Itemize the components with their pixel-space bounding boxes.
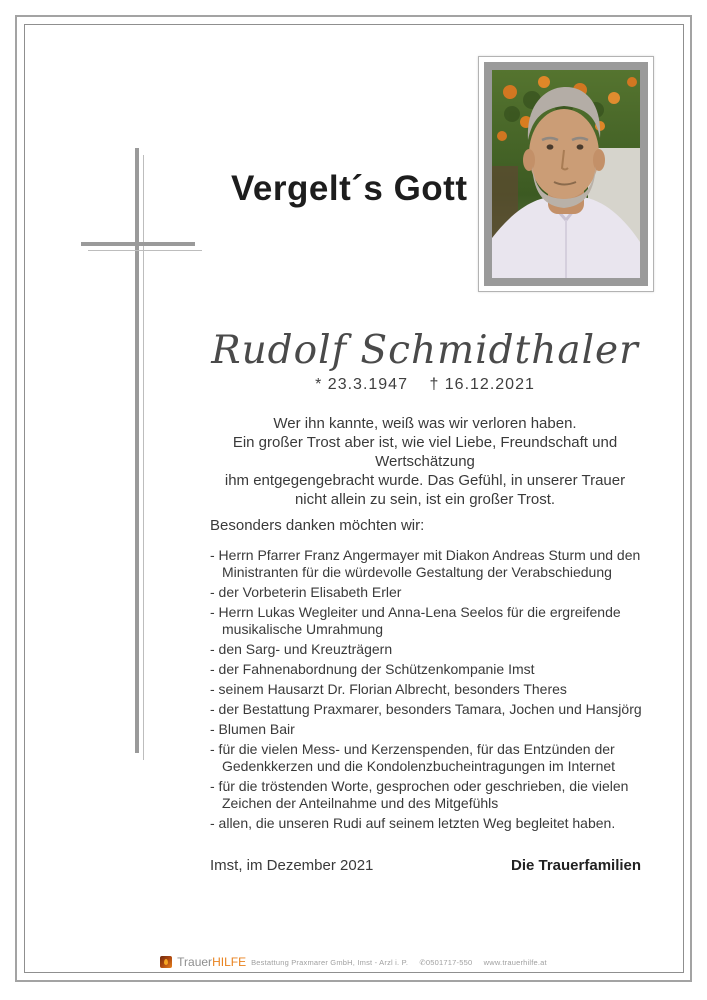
death-date: † 16.12.2021 [429, 376, 535, 393]
publisher-bar [0, 954, 707, 970]
publisher-phone: ✆0501717-550 [419, 957, 473, 967]
thanks-item: - allen, die unseren Rudi auf seinem letzten Weg begleitet haben. [210, 815, 616, 831]
brand-gray-part: Trauer [177, 955, 213, 969]
intro-line: nicht allein zu sein, ist ein großer Trost. [294, 491, 556, 508]
thanks-item: - Herrn Pfarrer Franz Angermayer mit Diakon Andreas Sturm und den Ministranten für die würdevolle Gestaltung der Verabschiedung [210, 547, 641, 580]
birth-date: * 23.3.1947 [315, 376, 408, 393]
portrait-illustration [492, 70, 640, 278]
thanks-item: - der Vorbeterin Elisabeth Erler [210, 584, 402, 600]
thanks-item: - der Bestattung Praxmarer, besonders Tamara, Jochen und Hansjörg [210, 701, 642, 717]
place-date: Imst, im Dezember 2021 [210, 857, 374, 874]
intro-line: Wer ihn kannte, weiß was wir verloren haben. [273, 415, 577, 432]
thanks-item: - seinem Hausarzt Dr. Florian Albrecht, besonders Theres [210, 681, 567, 697]
thanks-item: - Herrn Lukas Wegleiter und Anna-Lena Seelos für die ergreifende musikalische Umrahmung [210, 604, 621, 637]
thanks-item: - den Sarg- und Kreuzträgern [210, 641, 393, 657]
thanks-item: - für die tröstenden Worte, gesprochen oder geschrieben, die vielen Zeichen der Anteilnahme und des Mitgefühls [210, 778, 629, 811]
publisher-website: www.trauerhilfe.at [483, 957, 547, 967]
publisher-company: Bestattung Praxmarer GmbH, Imst - Arzl i. P. [251, 957, 409, 967]
cross-vertical-bar [135, 148, 139, 753]
brand-orange-part: HILFE [212, 955, 247, 969]
thanks-list [210, 547, 672, 835]
thanks-item: - für die vielen Mess- und Kerzenspenden, für das Entzünden der Gedenkkerzen und die Kondolenzbucheintragungen im Internet [210, 741, 616, 774]
thanks-item: - der Fahnenabordnung der Schützenkompanie Imst [210, 661, 535, 677]
cross-horizontal-bar [81, 242, 195, 246]
intro-text [185, 414, 665, 509]
mourning-family-signature: Die Trauerfamilien [511, 857, 642, 874]
portrait-photo [484, 62, 648, 286]
trauerhilfe-logo-icon [160, 956, 172, 968]
page-title: Vergelt´s Gott [231, 169, 468, 208]
deceased-block [160, 328, 690, 394]
thanks-item: - Blumen Bair [210, 721, 295, 737]
thanks-heading: Besonders danken möchten wir: [210, 517, 425, 534]
life-dates [160, 376, 690, 394]
intro-line: Ein großer Trost aber ist, wie viel Liebe, Freundschaft und Wertschätzung [232, 434, 618, 470]
portrait-photo-frame [478, 56, 654, 292]
cross-horizontal-line [88, 250, 202, 251]
publisher-info [251, 958, 547, 967]
deceased-name: Rudolf Schmidthaler [211, 328, 639, 373]
trauerhilfe-brand [177, 956, 246, 968]
intro-line: ihm entgegengebracht wurde. Das Gefühl, in unserer Trauer [224, 472, 626, 489]
